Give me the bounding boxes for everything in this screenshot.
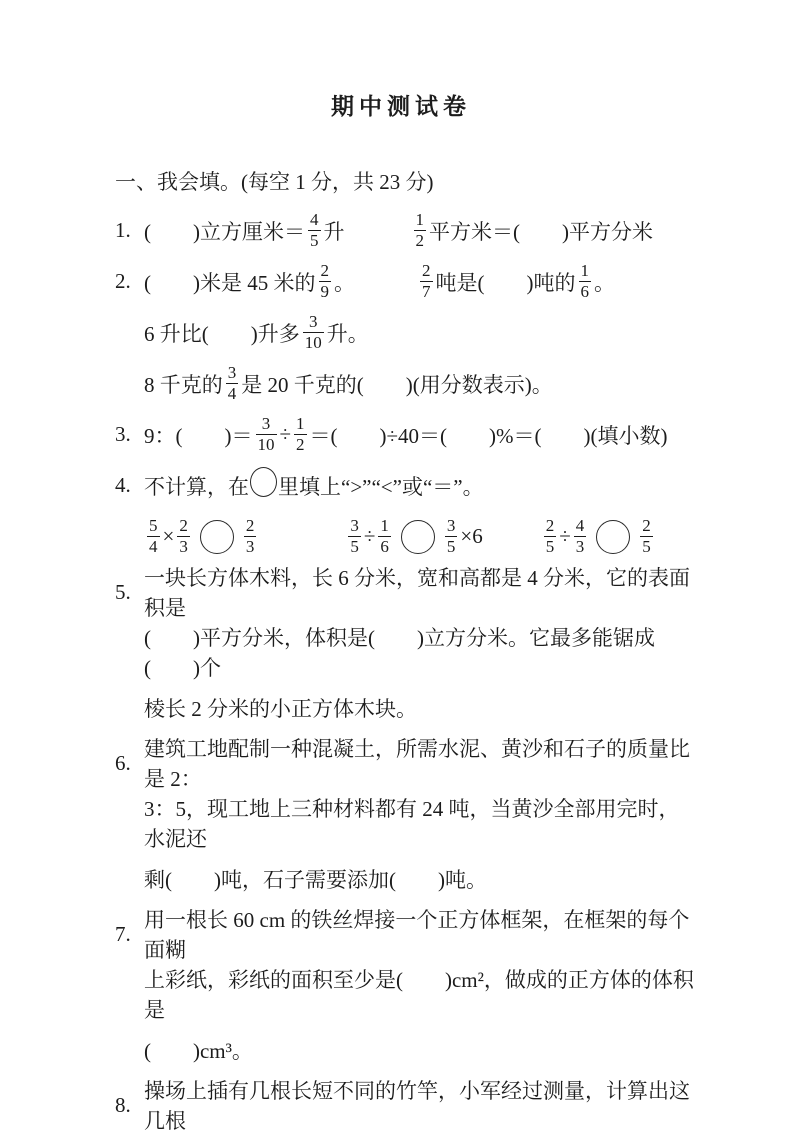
comparison-circle — [250, 467, 277, 497]
question-text — [144, 1035, 697, 1065]
fraction — [226, 364, 239, 404]
comparison-circle — [200, 520, 234, 554]
fraction-numerator: 3 — [309, 311, 318, 331]
text-run: ( )平方分米，体积是( )立方分米。它最多能锯成( )个 — [144, 626, 655, 680]
question-line — [115, 793, 697, 853]
text-run: 建筑工地配制一种混凝土，所需水泥、黄沙和石子的质量比是 2： — [144, 737, 690, 791]
text-run: × — [162, 524, 175, 548]
question-text — [144, 211, 697, 251]
fraction-denominator: 2 — [296, 435, 305, 454]
fraction-denominator: 3 — [245, 537, 255, 556]
spacer — [355, 281, 417, 282]
text-run: ÷ — [279, 422, 292, 446]
text-run: 9：( )＝ — [144, 423, 253, 448]
text-run: 。 — [334, 270, 355, 295]
text-run: 3：5，现工地上三种材料都有 24 吨，当黄沙全部用完时，水泥还 — [144, 797, 680, 851]
question — [115, 562, 697, 733]
question-text — [144, 262, 697, 302]
fraction — [348, 517, 361, 557]
question-line — [115, 205, 697, 256]
question-number: 4. — [115, 473, 131, 497]
text-run: 升。 — [326, 321, 369, 346]
fraction-numerator: 2 — [545, 515, 555, 535]
question-number: 2. — [115, 269, 131, 293]
text-run: 棱长 2 分米的小正方体木块。 — [144, 696, 417, 721]
question-number: 7. — [115, 921, 131, 946]
text-run: 平方米＝( )平方分米 — [429, 219, 653, 244]
fraction-denominator: 5 — [350, 537, 359, 556]
fraction-denominator: 7 — [422, 282, 431, 301]
fraction-denominator: 9 — [320, 282, 329, 301]
question-line — [115, 358, 697, 409]
comparison-circle — [596, 520, 630, 554]
fraction-denominator: 2 — [415, 231, 424, 250]
fraction-numerator: 3 — [261, 413, 271, 433]
text-run: 6 升比( )升多 — [144, 321, 300, 346]
question-line — [115, 733, 697, 793]
fraction-numerator: 3 — [227, 362, 237, 382]
question-text — [144, 467, 697, 505]
fraction-denominator: 5 — [545, 537, 555, 556]
fraction-denominator: 6 — [380, 537, 389, 556]
text-run: ( )立方厘米＝ — [144, 219, 305, 244]
question — [115, 733, 697, 904]
text-run: ＝( )÷40＝( )%＝( )(填小数) — [309, 423, 668, 448]
spacer — [483, 536, 541, 537]
text-run: 是 20 千克的( )(用分数表示)。 — [241, 372, 553, 397]
fraction — [177, 517, 190, 557]
section-header: 一、我会填。(每空 1 分，共 23 分) — [115, 170, 434, 194]
fraction-numerator: 4 — [575, 515, 585, 535]
fraction-denominator: 4 — [149, 537, 158, 556]
question-line — [115, 307, 697, 358]
fraction — [244, 517, 257, 557]
question-number: 6. — [115, 750, 131, 775]
question-text — [144, 415, 697, 455]
question-line — [115, 1075, 697, 1135]
text-run: ÷ — [363, 524, 376, 548]
spacer — [345, 230, 411, 231]
text-run: ÷ — [559, 524, 571, 548]
question-text — [144, 693, 697, 723]
question-line — [115, 682, 697, 733]
question-line — [115, 904, 697, 964]
fraction-numerator: 2 — [422, 260, 431, 280]
fraction — [319, 262, 332, 302]
question-text — [144, 864, 697, 894]
fraction-denominator: 10 — [257, 435, 275, 454]
text-run: 一块长方体木料，长 6 分米，宽和高都是 4 分米，它的表面积是 — [144, 566, 690, 620]
question-text — [144, 517, 697, 557]
questions — [115, 205, 697, 1135]
question-line — [115, 256, 697, 307]
question — [115, 904, 697, 1075]
fraction-numerator: 1 — [580, 260, 589, 280]
text-run: ( )cm³。 — [144, 1038, 253, 1063]
fraction — [308, 211, 321, 251]
question — [115, 409, 697, 460]
fraction-numerator: 2 — [320, 260, 329, 280]
fraction — [445, 517, 458, 557]
question-line — [115, 460, 697, 511]
fraction-denominator: 6 — [580, 282, 589, 301]
text-run: 升 — [323, 219, 345, 244]
fraction-numerator: 3 — [446, 515, 456, 535]
fraction-numerator: 2 — [245, 515, 255, 535]
fraction-denominator: 4 — [227, 384, 237, 403]
fraction — [378, 517, 391, 557]
question-line — [115, 964, 697, 1024]
question-text — [144, 904, 697, 964]
fraction-denominator: 5 — [446, 537, 456, 556]
question-text — [144, 562, 697, 622]
text-run: 。 — [594, 270, 615, 295]
fraction — [544, 517, 557, 557]
fraction-numerator: 2 — [642, 515, 651, 535]
question-number: 5. — [115, 579, 131, 604]
question — [115, 1075, 697, 1135]
question-text — [144, 964, 697, 1024]
text-run: 用一根长 60 cm 的铁丝焊接一个正方体框架，在框架的每个面糊 — [144, 908, 690, 962]
fraction-denominator: 3 — [575, 537, 585, 556]
question-text — [144, 622, 697, 682]
fraction — [303, 313, 324, 353]
text-run: 8 千克的 — [144, 372, 223, 397]
fraction — [574, 517, 587, 557]
fraction-numerator: 5 — [149, 515, 158, 535]
page-title: 期中测试卷 — [331, 94, 471, 120]
question — [115, 460, 697, 562]
text-run: ×6 — [460, 524, 483, 548]
question-number: 3. — [115, 422, 131, 446]
question-line — [115, 853, 697, 904]
fraction-denominator: 10 — [304, 333, 322, 352]
text-run: ( )米是 45 米的 — [144, 270, 316, 295]
text-run: 上彩纸，彩纸的面积至少是( )cm²，做成的正方体的体积是 — [144, 968, 694, 1022]
fraction-denominator: 3 — [179, 537, 188, 556]
fraction — [294, 415, 307, 455]
text-run: 不计算，在 — [144, 474, 249, 499]
text-run: 剩( )吨，石子需要添加( )吨。 — [144, 867, 487, 892]
question-line — [115, 622, 697, 682]
fraction — [414, 211, 427, 251]
question-text — [144, 793, 697, 853]
question-line — [115, 511, 697, 562]
fraction-denominator: 5 — [642, 537, 651, 556]
fraction-numerator: 1 — [296, 413, 305, 433]
question — [115, 256, 697, 409]
question-text — [144, 1075, 697, 1135]
question-line — [115, 409, 697, 460]
question — [115, 205, 697, 256]
fraction-denominator: 5 — [310, 231, 319, 250]
question-text — [144, 733, 697, 793]
fraction — [579, 262, 592, 302]
question-number: 8. — [115, 1092, 131, 1117]
spacer — [259, 536, 345, 537]
fraction-numerator: 4 — [310, 209, 319, 229]
comparison-circle — [401, 520, 435, 554]
text-run: 操场上插有几根长短不同的竹竿，小军经过测量，计算出这几根 — [144, 1079, 690, 1133]
fraction — [640, 517, 653, 557]
fraction-numerator: 1 — [380, 515, 389, 535]
fraction — [147, 517, 160, 557]
question-line — [115, 562, 697, 622]
fraction-numerator: 2 — [179, 515, 188, 535]
text-run: 里填上“>”“<”或“＝”。 — [278, 474, 484, 499]
fraction-numerator: 1 — [415, 209, 424, 229]
text-run: 吨是( )吨的 — [435, 270, 576, 295]
fraction — [256, 415, 277, 455]
question-text — [144, 364, 697, 404]
question-line — [115, 1024, 697, 1075]
question-text — [144, 313, 697, 353]
fraction — [420, 262, 433, 302]
question-number: 1. — [115, 218, 131, 242]
fraction-numerator: 3 — [350, 515, 359, 535]
